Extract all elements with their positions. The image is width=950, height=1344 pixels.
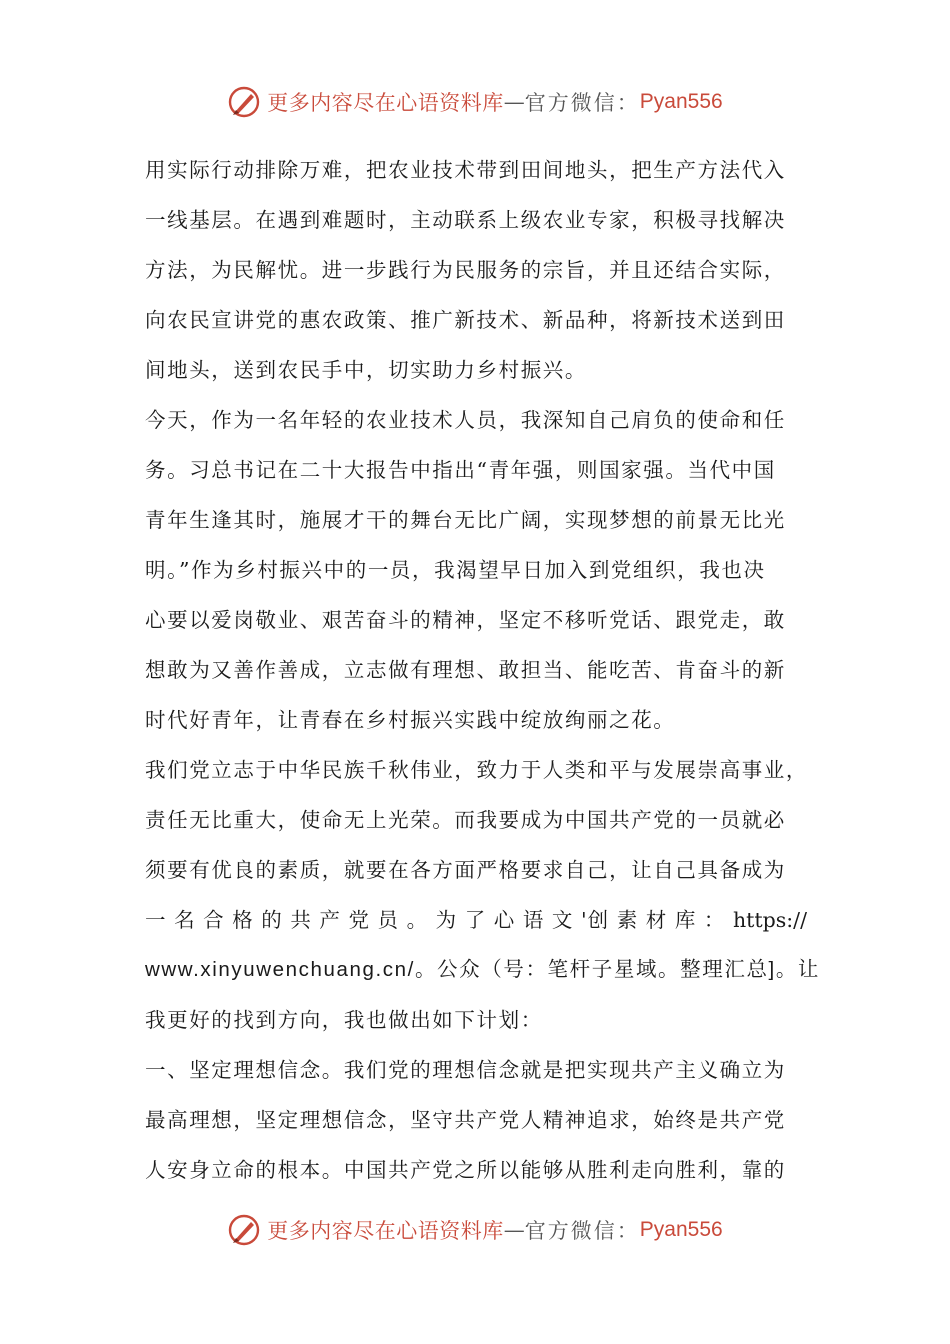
document-body [145, 145, 821, 1195]
text-line: 务。习总书记在二十大报告中指出“青年强，则国家强。当代中国 [145, 458, 776, 482]
text-line-url-start: 一 名 合 格 的 共 产 党 员 。 为 了 心 语 文 '创 素 材 库 ： https:// [145, 908, 807, 932]
text-line: 责任无比重大，使命无上光荣。而我要成为中国共产党的一员就必 [145, 808, 786, 832]
text-line: 最高理想，坚定理想信念，坚守共产党人精神追求，始终是共产党 [145, 1108, 786, 1132]
footer-banner [0, 1210, 950, 1250]
text-line: 我们党立志于中华民族千秋伟业，致力于人类和平与发展崇高事业， [145, 758, 808, 782]
header-brand-text: 更多内容尽在心语资料库 [267, 91, 504, 115]
header-official-label: 官方微信： [524, 91, 640, 115]
text-line: 方法，为民解忧。进一步践行为民服务的宗旨，并且还结合实际， [145, 258, 786, 282]
text-line: 人安身立命的根本。中国共产党之所以能够从胜利走向胜利，靠的 [145, 1158, 786, 1182]
footer-dash: — [503, 1218, 525, 1242]
text-line: 青年生逢其时，施展才干的舞台无比广阔，实现梦想的前景无比光 [145, 508, 786, 532]
text-line: 时代好青年，让青春在乡村振兴实践中绽放绚丽之花。 [145, 708, 676, 732]
footer-brand-text: 更多内容尽在心语资料库 [267, 1219, 504, 1243]
pen-logo-icon [227, 1213, 261, 1247]
text-line: 我更好的找到方向，我也做出如下计划： [145, 1008, 543, 1032]
text-line: 一、坚定理想信念。我们党的理想信念就是把实现共产主义确立为 [145, 1058, 786, 1082]
text-line: 向农民宣讲党的惠农政策、推广新技术、新品种，将新技术送到田 [145, 308, 786, 332]
header-wechat-id: Pyan556 [639, 90, 723, 113]
header-dash: — [503, 90, 525, 114]
text-line-url-end: www.xinyuwenchuang.cn/。公众（号：笔杆子星域。整理汇总]。让 [145, 958, 821, 981]
text-line: 心要以爱岗敬业、艰苦奋斗的精神，坚定不移听党话、跟党走，敢 [145, 608, 786, 632]
footer-official-label: 官方微信： [524, 1219, 640, 1243]
text-line: 想敢为又善作善成，立志做有理想、敢担当、能吃苦、肯奋斗的新 [145, 658, 786, 682]
pen-logo-icon [227, 85, 261, 119]
footer-wechat-id: Pyan556 [639, 1218, 723, 1241]
text-line: 间地头，送到农民手中，切实助力乡村振兴。 [145, 358, 587, 382]
text-line: 今天，作为一名年轻的农业技术人员，我深知自己肩负的使命和任 [145, 408, 786, 432]
text-line: 用实际行动排除万难，把农业技术带到田间地头，把生产方法代入 [145, 158, 786, 182]
text-line: 一线基层。在遇到难题时，主动联系上级农业专家，积极寻找解决 [145, 208, 786, 232]
text-line: 明。”作为乡村振兴中的一员，我渴望早日加入到党组织，我也决 [145, 558, 766, 582]
header-banner [0, 82, 950, 122]
text-line: 须要有优良的素质，就要在各方面严格要求自己，让自己具备成为 [145, 858, 786, 882]
